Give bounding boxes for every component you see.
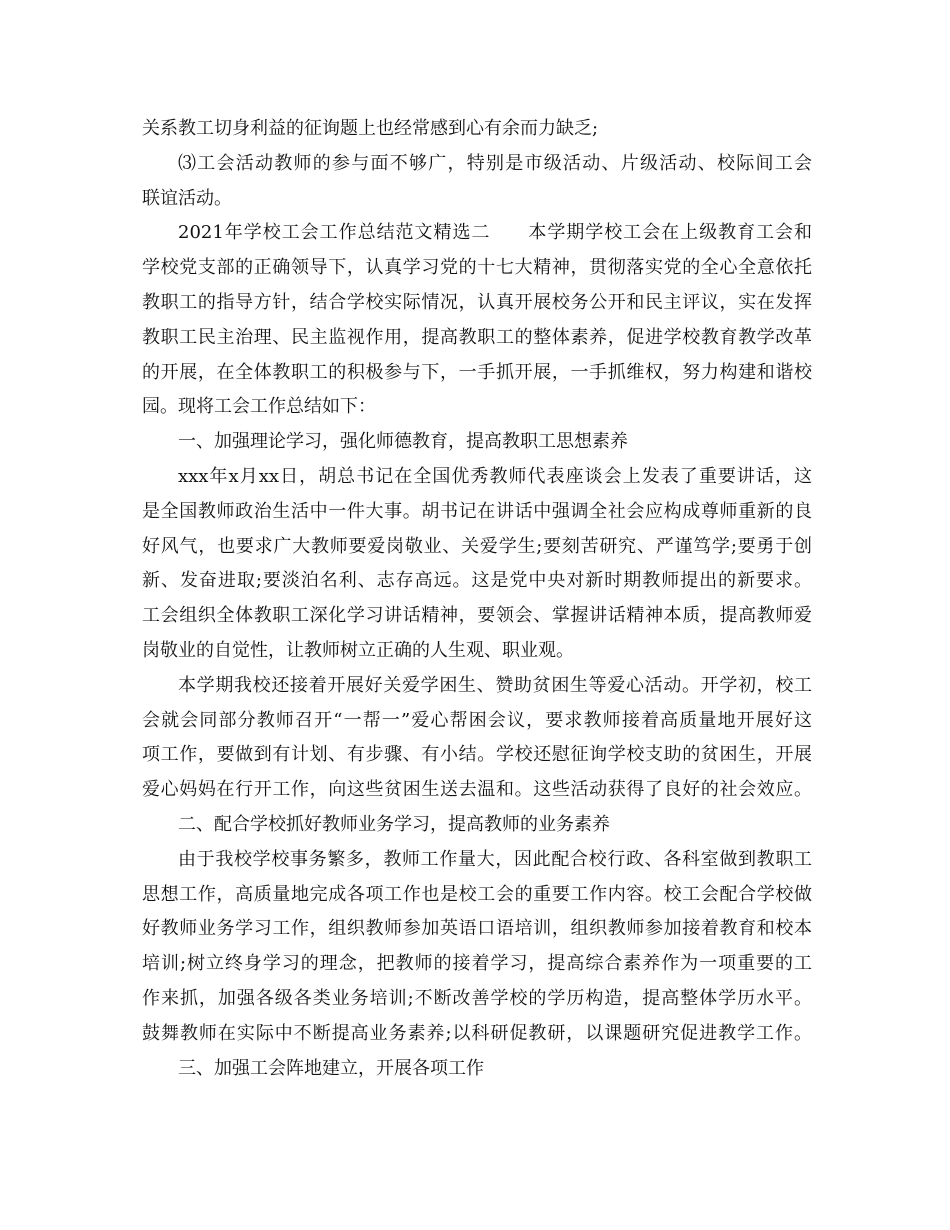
text-line: 新、发奋进取;要淡泊名利、志存高远。这是党中央对新时期教师提出的新要求。	[142, 570, 812, 592]
text-line: 关系教工切身利益的征询题上也经常感到心有余而力缺乏;	[142, 118, 599, 139]
text-line: 教职工的指导方针，结合学校实际情况，认真开展校务公开和民主评议，实在发挥	[142, 291, 812, 313]
text-line: xxx年x月xx日，胡总书记在全国优秀教师代表座谈会上发表了重要讲话，这	[178, 465, 812, 487]
text-line: 教职工民主治理、民主监视作用，提高教职工的整体素养，促进学校教育教学改革	[142, 326, 812, 348]
text-line: 岗敬业的自觉性，让教师树立正确的人生观、职业观。	[142, 639, 574, 661]
text-line: 联谊活动。	[142, 187, 232, 209]
text-line: 的开展，在全体教职工的积极参与下，一手抓开展，一手抓维权，努力构建和谐校	[142, 361, 812, 383]
text-line: 好风气，也要求广大教师要爱岗敬业、关爱学生;要刻苦研究、严谨笃学;要勇于创	[142, 535, 812, 557]
text-line: 园。现将工会工作总结如下：	[142, 396, 376, 418]
text-line: 思想工作，高质量地完成各项工作也是校工会的重要工作内容。校工会配合学校做	[142, 883, 812, 905]
text-line: 好教师业务学习工作，组织教师参加英语口语培训，组织教师参加接着教育和校本	[142, 918, 812, 940]
text-line: 工会组织全体教职工深化学习讲话精神，要领会、掌握讲话精神本质，提高教师爱	[142, 605, 812, 627]
text-line: 本学期我校还接着开展好关爱学困生、赞助贫困生等爱心活动。开学初，校工	[178, 674, 812, 696]
text-line: 二、配合学校抓好教师业务学习，提高教师的业务素养	[178, 813, 610, 835]
text-line: 是全国教师政治生活中一件大事。胡书记在讲话中强调全社会应构成尊师重新的良	[142, 500, 812, 522]
text-line: 项工作，要做到有计划、有步骤、有小结。学校还慰征询学校支助的贫困生，开展	[142, 744, 812, 766]
document-page	[142, 112, 812, 1086]
text-line: 一、加强理论学习，强化师德教育，提高教职工思想素养	[178, 431, 628, 453]
text-line: 鼓舞教师在实际中不断提高业务素养;以科研促教研，以课题研究促进教学工作。	[142, 1022, 812, 1044]
text-line: 作来抓，加强各级各类业务培训;不断改善学校的学历构造，提高整体学历水平。	[142, 987, 812, 1009]
text-line: 2021年学校工会工作总结范文精选二 本学期学校工会在上级教育工会和	[178, 222, 812, 244]
text-line: 会就会同部分教师召开“一帮一”爱心帮困会议，要求教师接着高质量地开展好这	[142, 709, 812, 731]
text-line: 爱心妈妈在行开工作，向这些贫困生送去温和。这些活动获得了良好的社会效应。	[142, 779, 812, 801]
text-line: 培训;树立终身学习的理念，把教师的接着学习，提高综合素养作为一项重要的工	[142, 953, 812, 975]
text-line: 三、加强工会阵地建立，开展各项工作	[178, 1057, 484, 1079]
text-line: 由于我校学校事务繁多，教师工作量大，因此配合校行政、各科室做到教职工	[178, 848, 812, 870]
text-line: 学校党支部的正确领导下，认真学习党的十七大精神，贯彻落实党的全心全意依托	[142, 257, 812, 279]
text-line: ⑶工会活动教师的参与面不够广，特别是市级活动、片级活动、校际间工会	[178, 152, 812, 174]
